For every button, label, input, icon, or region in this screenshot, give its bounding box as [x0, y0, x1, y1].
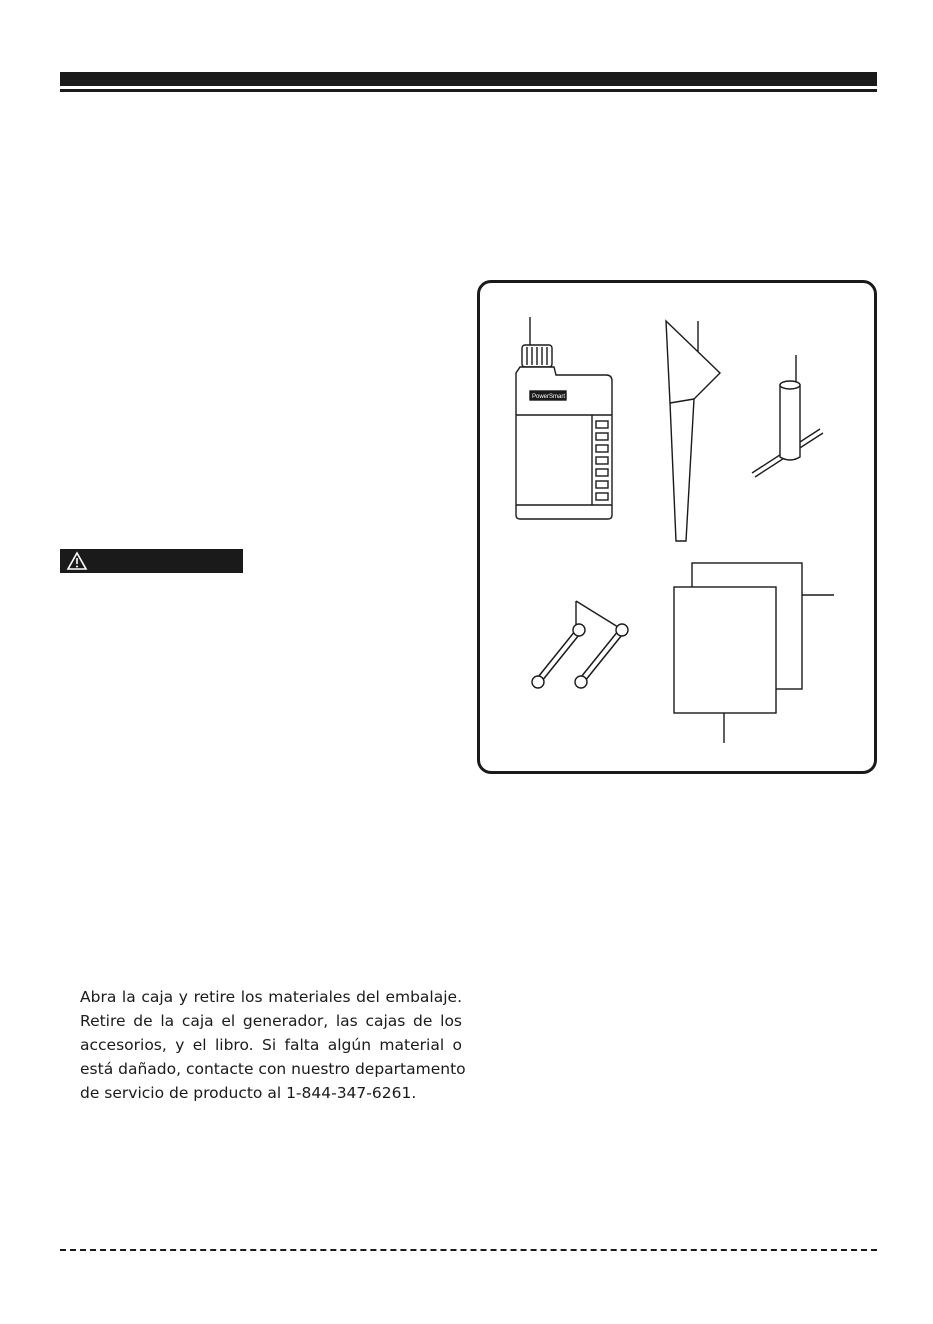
paragraph-line: está dañado, contacte con nuestro departamento [80, 1060, 466, 1078]
footer-dashed-rule [60, 1249, 877, 1251]
header-rule [60, 89, 877, 92]
header-bar [60, 72, 877, 86]
oil-bottle-illustration [516, 317, 612, 519]
warning-banner [60, 549, 243, 573]
unpacking-instructions [80, 985, 466, 1105]
paragraph-line: accesorios, y el libro. Si falta algún material o [80, 1036, 462, 1054]
funnel-illustration [666, 321, 720, 541]
paragraph-line: Abra la caja y retire los materiales del embalaje. [80, 988, 462, 1006]
paragraph-line: de servicio de producto al 1-844-347-6261. [80, 1084, 417, 1102]
accessories-illustration [480, 283, 874, 771]
spark-plug-wrench-illustration [752, 355, 823, 477]
wrenches-illustration [532, 601, 628, 688]
accessories-panel [477, 280, 877, 774]
manuals-illustration [674, 563, 834, 743]
oil-bottle-brand: PowerSmart [532, 394, 566, 400]
warning-triangle-icon [66, 551, 88, 571]
paragraph-line: Retire de la caja el generador, las cajas de los [80, 1012, 462, 1030]
